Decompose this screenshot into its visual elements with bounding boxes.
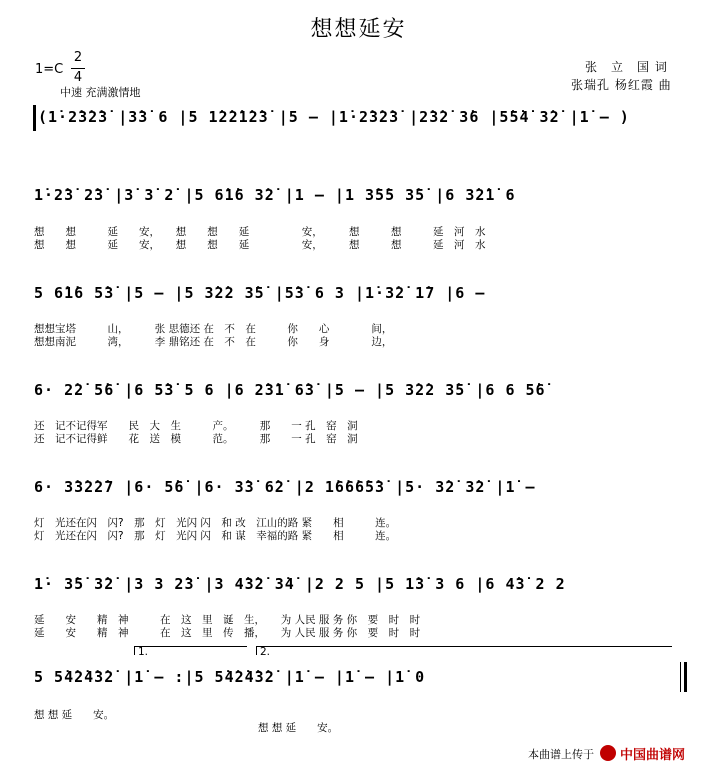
time-signature-top: 2 [73, 50, 83, 65]
volta-bracket-2 [256, 646, 672, 655]
start-barline [33, 105, 36, 131]
final-thick-barline [684, 662, 687, 692]
lyrics-verse-2-line-2: 想 想 延 安， 想 想 延 安， 想 想 延 河 水 [34, 239, 486, 251]
key-signature: 1=C [35, 62, 64, 77]
notation-line-5: 6· 3̇3̇2̇2̇7 |6· 5̇6̇ |6· 3̇3̇ 6̇2̇ |2 1̇6̇6̇6̇5̇3̇ |5· 3̇2̇ 3̇2̇ |1̇ – [34, 478, 536, 496]
notation-line-3: 5 6̇1̇6 5̇3̇ |5 – |5 3̇2̇2 3̇5̇ |5̇3̇ 6 3 |1̇·3̇2̇ 1̇7 |6 – [34, 284, 486, 302]
volta-label-1: 1. [138, 646, 149, 658]
lyrics-verse-2-line-7: 想 想 延 安。 [258, 722, 339, 734]
lyrics-verse-1-line-5: 灯 光还在闪 闪? 那 灯 光闪 闪 和 改 江山的路 紧 相 连。 [34, 517, 397, 529]
site-logo-icon [600, 745, 616, 761]
composer-credit: 张瑞孔 杨红霞 曲 [571, 78, 672, 92]
time-signature-bottom: 4 [73, 70, 83, 85]
lyrics-verse-1-line-4: 还 记不记得军 民 大 生 产。 那 一 孔 窑 洞 [34, 420, 358, 432]
lyrics-verse-2-line-5: 灯 光还在闪 闪? 那 灯 光闪 闪 和 谋 幸福的路 紧 相 连。 [34, 530, 397, 542]
lyrics-verse-1-line-6: 延 安 精 神 在 这 里 诞 生， 为 人民 服 务 你 要 时 时 [34, 614, 421, 626]
volta-label-2: 2. [260, 646, 271, 658]
notation-line-2: 1̇·2̇3̇ 2̇3̇ |3̇ 3̇ 2̇ |5 6̇1̇6 3̇2̇ |1 – |1 3̇5̇5 3̇5̇ |6 3̇2̇1̇ 6 [34, 186, 516, 204]
final-thin-barline [680, 662, 681, 692]
lyrics-verse-1-line-3: 想想宝塔 山， 张 思德还 在 不 在 你 心 间， [34, 323, 393, 335]
lyrics-verse-1-line-2: 想 想 延 安， 想 想 延 安， 想 想 延 河 水 [34, 226, 486, 238]
lyrics-verse-2-line-4: 还 记不记得鲜 花 送 模 范。 那 一 孔 窑 洞 [34, 433, 358, 445]
footer-site-name[interactable]: 中国曲谱网 [620, 748, 686, 763]
lyrics-verse-1-line-7: 想 想 延 安。 [34, 709, 115, 721]
lyrics-verse-2-line-6: 延 安 精 神 在 这 里 传 播， 为 人民 服 务 你 要 时 时 [34, 627, 421, 639]
notation-line-1: (1̇·2̇3̇2̇3̇ |3̇3̇ 6 |5 1̇2̇2̇1̇2̇3̇ |5 – |1̇·2̇3̇2̇3̇ |2̇3̇2̇ 3̇6 |5̇5̇4̇ 3̇2̇ |1̇ – ) [38, 108, 630, 126]
footer-upload-text: 本曲谱上传于 [528, 748, 594, 761]
notation-line-7: 5 5̇4̇2̇4̇3̇2̇ |1̇ – :|5 5̇4̇2̇4̇3̇2̇ |1̇ – |1̇ – |1̇ 0 [34, 668, 426, 686]
time-signature-divider [71, 68, 85, 69]
notation-line-4: 6· 2̇2̇ 5̇6̇ |6 5̇3̇ 5 6 |6 2̇3̇1̇ 6̇3̇ |5 – |5 3̇2̇2 3̇5̇ |6 6 5̇6̇ [34, 381, 546, 399]
page-title: 想想延安 [310, 17, 407, 42]
lyrics-verse-2-line-3: 想想南泥 湾， 李 鼎铭还 在 不 在 你 身 边， [34, 336, 393, 348]
volta-bracket-1 [134, 646, 247, 655]
lyricist-credit: 张 立 国 词 [585, 60, 668, 74]
tempo-marking: 中速 充满激情地 [60, 86, 141, 99]
notation-line-6: 1̇· 3̇5̇ 3̇2̇ |3 3 2̇3̇ |3 4̇3̇2̇ 3̇4̇ |2 2 5 |5 1̇3̇ 3 6 |6 4̇3̇ 2 2 [34, 575, 566, 593]
